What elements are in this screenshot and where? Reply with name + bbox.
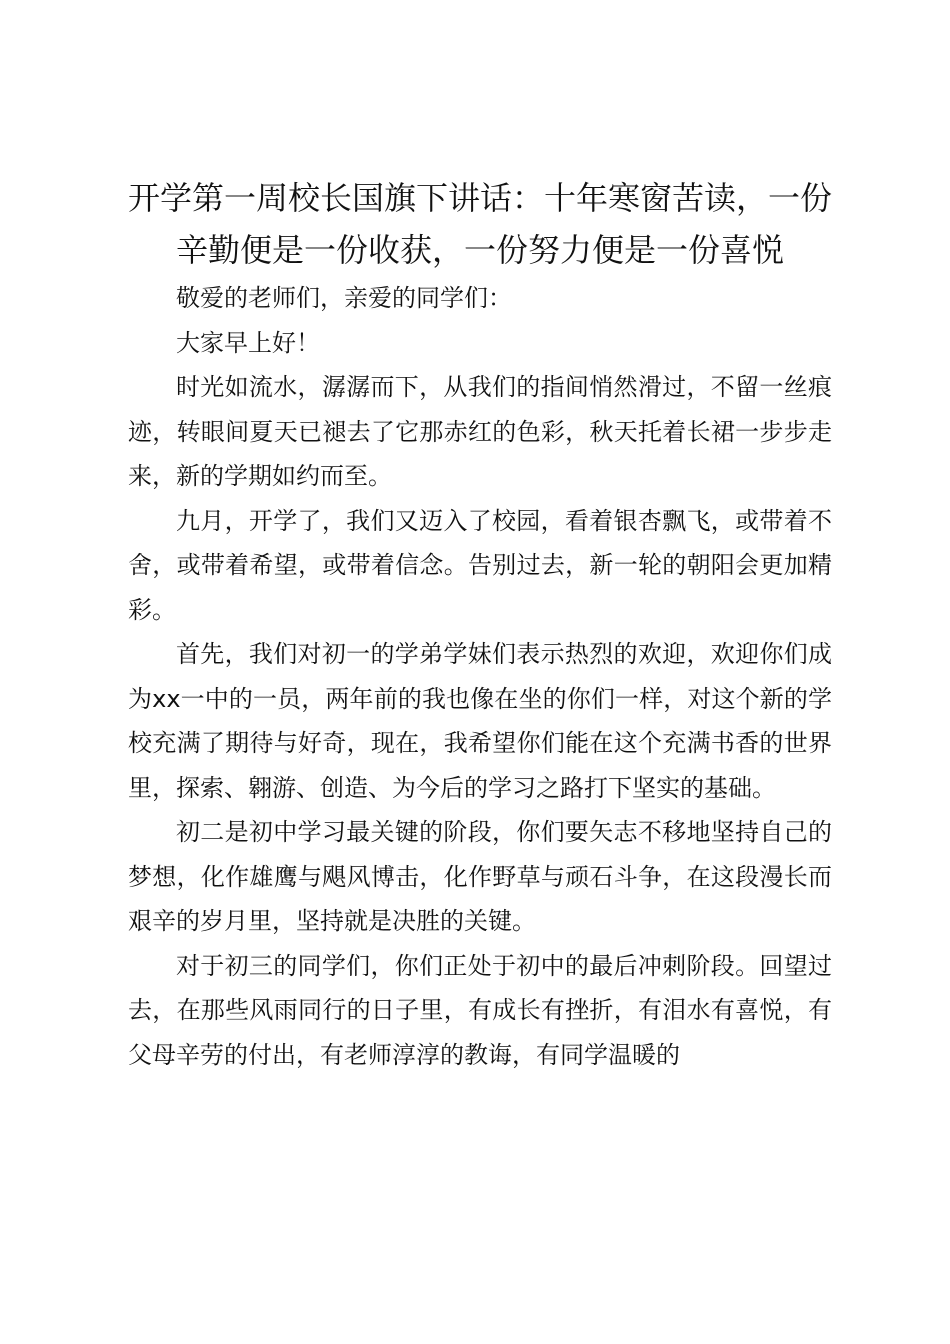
document-page (128, 172, 832, 1077)
body-paragraph: 九月，开学了，我们又迈入了校园，看着银杏飘飞，或带着不舍，或带着希望，或带着信念。告别过去，新一轮的朝阳会更加精彩。 (128, 506, 832, 624)
document-body (128, 276, 832, 1077)
body-paragraph: 对于初三的同学们，你们正处于初中的最后冲刺阶段。回望过去，在那些风雨同行的日子里，有成长有挫折，有泪水有喜悦，有父母辛劳的付出，有老师淳淳的教诲，有同学温暖的 (128, 951, 832, 1069)
salutation-paragraph: 敬爱的老师们，亲爱的同学们： (176, 284, 512, 312)
body-paragraph: 首先，我们对初一的学弟学妹们表示热烈的欢迎，欢迎你们成为xx一中的一员，两年前的我也像在坐的你们一样，对这个新的学校充满了期待与好奇，现在，我希望你们能在这个充满书香的世界里，探索、翱游、创造、为今后的学习之路打下坚实的基础。 (128, 640, 832, 802)
body-paragraph: 时光如流水，潺潺而下，从我们的指间悄然滑过，不留一丝痕迹，转眼间夏天已褪去了它那赤红的色彩，秋天托着长裙一步步走来，新的学期如约而至。 (128, 373, 832, 490)
body-paragraph: 初二是初中学习最关键的阶段，你们要矢志不移地坚持自己的梦想，化作雄鹰与飓风博击，化作野草与顽石斗争，在这段漫长而艰辛的岁月里，坚持就是决胜的关键。 (128, 818, 832, 935)
document-title: 开学第一周校长国旗下讲话：十年寒窗苦读，一份辛勤便是一份收获，一份努力便是一份喜悦 (128, 179, 833, 269)
greeting-paragraph: 大家早上好！ (176, 328, 320, 357)
